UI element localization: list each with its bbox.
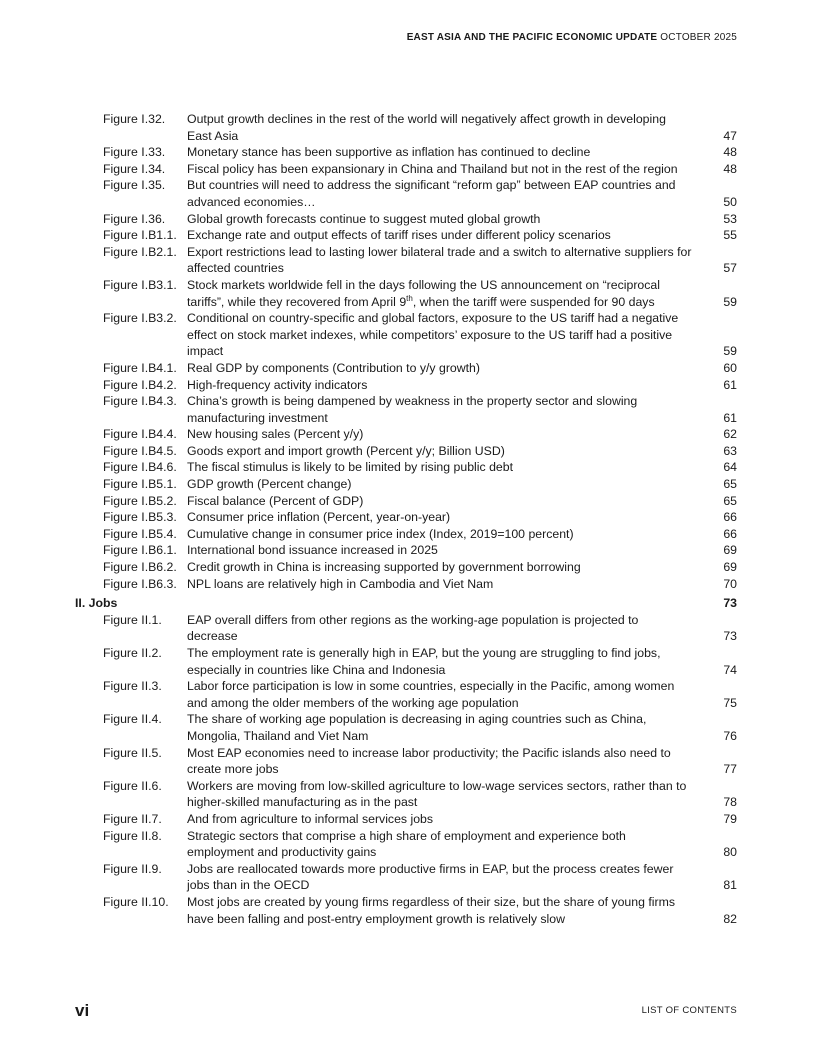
figure-label: Figure II.9. — [103, 861, 162, 876]
figure-label: Figure I.B4.1. — [103, 360, 177, 375]
figure-label: Figure I.33. — [103, 145, 166, 160]
figure-title: Real GDP by components (Contribution to y/y growth) — [187, 360, 480, 375]
figure-title: Monetary stance has been supportive as inflation has continued to decline — [187, 145, 591, 160]
page-number: 70 — [723, 576, 737, 591]
figure-title: Jobs are reallocated towards more productive firms in EAP, but the process creates fewer jobs than in the OECD — [187, 861, 674, 893]
footer-section-label: LIST OF CONTENTS — [641, 1005, 737, 1016]
figure-label: Figure I.B1.1. — [103, 228, 177, 243]
figure-label: Figure I.36. — [103, 211, 166, 226]
page-number: 65 — [723, 493, 737, 508]
figure-title: Consumer price inflation (Percent, year-on-year) — [187, 510, 451, 525]
page-number: 48 — [723, 145, 737, 160]
page-number: 82 — [723, 911, 737, 926]
figure-title: Most jobs are created by young firms regardless of their size, but the share of young firms have been falling and post-entry employment growth is relatively slow — [187, 894, 676, 926]
page-number: 69 — [723, 543, 737, 558]
figure-label: Figure I.B6.3. — [103, 576, 177, 591]
figure-label: Figure II.10. — [103, 894, 169, 909]
figure-label: Figure I.34. — [103, 161, 166, 176]
figure-title: EAP overall differs from other regions as the working-age population is projected to decrease — [187, 612, 639, 644]
page-number: 60 — [723, 360, 737, 375]
page-number: 59 — [723, 344, 737, 359]
figure-title: China’s growth is being dampened by weakness in the property sector and slowing manufacturing investment — [187, 394, 638, 425]
page-number: 55 — [723, 228, 737, 243]
section-title: II. Jobs — [75, 596, 118, 611]
page-number: 63 — [723, 443, 737, 458]
toc-entry[interactable] — [75, 576, 737, 593]
figure-title: The employment rate is generally high in EAP, but the young are struggling to find jobs, especially in countries like China and Indonesia — [187, 646, 661, 677]
figures-part3 — [75, 612, 737, 927]
toc-entry[interactable] — [75, 526, 737, 543]
toc-entry[interactable] — [75, 227, 737, 244]
figure-title: But countries will need to address the significant “reform gap” between EAP countries and advanced economies… — [187, 178, 676, 209]
figure-title: Global growth forecasts continue to suggest muted global growth — [187, 211, 541, 226]
page-number: 64 — [723, 460, 737, 475]
figure-title: Exchange rate and output effects of tariff rises under different policy scenarios — [187, 228, 611, 243]
figure-title: GDP growth (Percent change) — [187, 477, 352, 492]
toc-entry[interactable] — [75, 377, 737, 394]
figures-part1 — [75, 111, 737, 277]
page-number: 61 — [723, 377, 737, 392]
figure-label: Figure I.32. — [103, 112, 166, 126]
figure-title: NPL loans are relatively high in Cambodia and Viet Nam — [187, 576, 494, 591]
figure-label: Figure II.6. — [103, 778, 162, 793]
page-number: 73 — [723, 629, 737, 644]
figure-label: Figure I.B6.1. — [103, 543, 177, 558]
toc-entry[interactable] — [75, 360, 737, 377]
running-header — [407, 32, 737, 43]
figure-label: Figure II.2. — [103, 646, 162, 660]
figure-title: Cumulative change in consumer price index (Index, 2019=100 percent) — [187, 526, 574, 541]
report-date: OCTOBER 2025 — [660, 32, 737, 43]
figure-title: Conditional on country-specific and global factors, exposure to the US tariff had a negative effect on stock market indexes, while competitors’ exposure to the US tariff had a positive impact — [187, 311, 679, 359]
page-number: 53 — [723, 211, 737, 226]
toc-entry[interactable] — [75, 393, 737, 426]
page-number: 66 — [723, 510, 737, 525]
figure-title: High-frequency activity indicators — [187, 377, 368, 392]
figure-label: Figure II.8. — [103, 828, 162, 843]
page-number: 61 — [723, 410, 737, 425]
toc-entry[interactable] — [75, 745, 737, 778]
figure-title: Credit growth in China is increasing supported by government borrowing — [187, 560, 581, 575]
toc-entry[interactable] — [75, 111, 737, 144]
toc-entry[interactable] — [75, 828, 737, 861]
page-number: 57 — [723, 261, 737, 276]
page-number: 78 — [723, 795, 737, 810]
figure-label: Figure I.B5.2. — [103, 493, 177, 508]
figure-title: Fiscal balance (Percent of GDP) — [187, 493, 364, 508]
page-number: 66 — [723, 526, 737, 541]
figure-label: Figure I.B2.1. — [103, 244, 177, 259]
figure-label: Figure I.B5.1. — [103, 477, 177, 492]
toc-entry[interactable] — [75, 645, 737, 678]
toc-entry[interactable] — [75, 161, 737, 178]
figure-title: Goods export and import growth (Percent y/y; Billion USD) — [187, 443, 505, 458]
figure-label: Figure I.B5.3. — [103, 510, 177, 525]
toc-entry[interactable] — [75, 711, 737, 744]
figure-title: Fiscal policy has been expansionary in China and Thailand but not in the rest of the region — [187, 161, 678, 176]
toc-entry[interactable] — [75, 177, 737, 210]
page-number: 77 — [723, 762, 737, 777]
figure-label: Figure I.35. — [103, 178, 166, 193]
list-of-figures — [75, 111, 737, 927]
figure-title: Most EAP economies need to increase labor productivity; the Pacific islands also need to create more jobs — [187, 745, 671, 777]
toc-entry[interactable] — [75, 211, 737, 228]
page-number: 48 — [723, 161, 737, 176]
figure-label: Figure II.4. — [103, 712, 162, 727]
toc-entry[interactable] — [75, 678, 737, 711]
page-number: 59 — [723, 294, 737, 309]
toc-entry[interactable] — [75, 559, 737, 576]
figure-title: Export restrictions lead to lasting lower bilateral trade and a switch to alternative suppliers for affected countries — [187, 244, 692, 276]
page-number: 47 — [723, 128, 737, 143]
figure-title: Stock markets worldwide fell in the days following the US announcement on “reciprocal tariffs”, while they recovered from April 9th, when the tariff were suspended for 90 days — [187, 277, 660, 309]
page-number: 65 — [723, 477, 737, 492]
toc-entry[interactable] — [75, 476, 737, 493]
figures-part2 — [75, 310, 737, 592]
toc-entry[interactable] — [75, 144, 737, 161]
toc-entry[interactable] — [75, 277, 737, 310]
figure-label: Figure I.B3.1. — [103, 277, 177, 292]
page-number: 80 — [723, 845, 737, 860]
figure-label: Figure I.B4.5. — [103, 443, 177, 458]
figure-title: Strategic sectors that comprise a high share of employment and experience both employment and productivity gains — [187, 828, 626, 860]
page-number: 79 — [723, 811, 737, 826]
footer-page-number: vi — [75, 1001, 90, 1020]
page-number: 62 — [723, 427, 737, 442]
toc-entry[interactable] — [75, 778, 737, 811]
toc-entry[interactable] — [75, 426, 737, 443]
figure-label: Figure II.5. — [103, 745, 162, 760]
figure-title: New housing sales (Percent y/y) — [187, 427, 364, 442]
toc-entry[interactable] — [75, 244, 737, 277]
figure-title: The share of working age population is decreasing in aging countries such as China, Mongolia, Thailand and Viet Nam — [187, 712, 647, 743]
figure-label: Figure II.3. — [103, 679, 162, 694]
toc-entry[interactable] — [75, 310, 737, 360]
figure-label: Figure I.B4.3. — [103, 394, 177, 409]
figure-title: Workers are moving from low-skilled agriculture to low-wage services sectors, rather than to higher-skilled manufacturing as in the past — [187, 778, 687, 810]
toc-entry[interactable] — [75, 861, 737, 894]
figure-label: Figure I.B4.4. — [103, 427, 177, 442]
figure-label: Figure I.B4.6. — [103, 460, 177, 475]
page-number: 76 — [723, 728, 737, 743]
page-number: 81 — [723, 878, 737, 893]
figure-label: Figure I.B4.2. — [103, 377, 177, 392]
toc-entry[interactable] — [75, 542, 737, 559]
figure-label: Figure II.7. — [103, 811, 162, 826]
toc-entry[interactable] — [75, 811, 737, 828]
page-number: 74 — [723, 662, 737, 677]
figure-label: Figure I.B6.2. — [103, 560, 177, 575]
figure-label: Figure II.1. — [103, 612, 162, 627]
figure-title: Labor force participation is low in some countries, especially in the Pacific, among women and among the older members of the working age population — [187, 679, 675, 710]
figure-label: Figure I.B3.2. — [103, 311, 177, 326]
page-number: 50 — [723, 194, 737, 209]
section-page-number: 73 — [723, 596, 737, 611]
report-title: EAST ASIA AND THE PACIFIC ECONOMIC UPDATE — [406, 32, 658, 43]
toc-entry[interactable] — [75, 894, 737, 927]
figure-title: And from agriculture to informal services jobs — [187, 811, 434, 826]
figure-title: International bond issuance increased in 2025 — [187, 543, 438, 558]
toc-entry[interactable] — [75, 612, 737, 645]
figure-title: The fiscal stimulus is likely to be limited by rising public debt — [187, 460, 513, 475]
figure-title: Output growth declines in the rest of the world will negatively affect growth in developing East Asia — [187, 112, 666, 143]
figure-label: Figure I.B5.4. — [103, 526, 177, 541]
toc-entry[interactable] — [75, 493, 737, 510]
toc-entry[interactable] — [75, 509, 737, 526]
page-number: 75 — [723, 695, 737, 710]
toc-entry[interactable] — [75, 443, 737, 460]
toc-entry[interactable] — [75, 459, 737, 476]
page-number: 69 — [723, 560, 737, 575]
section-heading-jobs[interactable] — [75, 595, 737, 612]
